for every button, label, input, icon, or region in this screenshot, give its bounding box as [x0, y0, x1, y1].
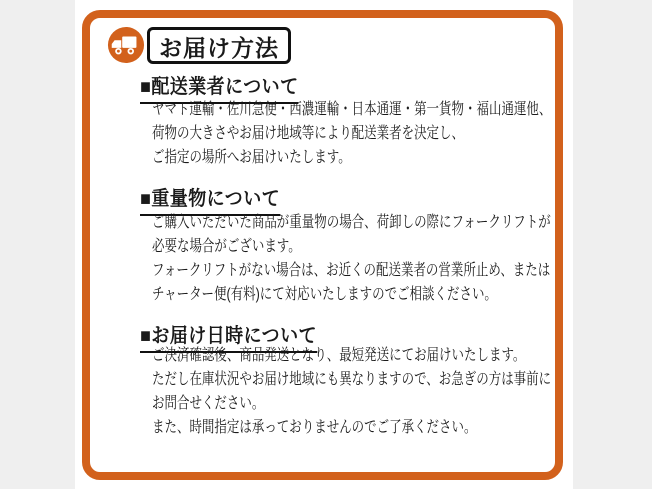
section-body-delivery-date — [152, 345, 652, 441]
panel-title: お届け方法 — [147, 27, 291, 64]
section-body-heavy-items — [152, 212, 652, 308]
section-body-carriers — [152, 99, 652, 171]
body-line: また、時間指定は承っておりませんのでご了承ください。 — [152, 419, 477, 436]
body-line: お問合せください。 — [152, 395, 265, 412]
body-line: フォークリフトがない場合は、お近くの配送業者の営業所止め、または — [152, 262, 551, 279]
body-line: チャーター便(有料)にて対応いたしますのでご相談ください。 — [152, 286, 497, 303]
body-line: ご決済確認後、商品発送となり、最短発送にてお届けいたします。 — [152, 347, 526, 364]
body-line: ご指定の場所へお届けいたします。 — [152, 149, 351, 166]
body-line: ただし在庫状況やお届け地域にも異なりますので、お急ぎの方は事前に — [152, 371, 552, 388]
body-line: ご購入いただいた商品が重量物の場合、荷卸しの際にフォークリフトが — [152, 214, 551, 231]
body-line: 荷物の大きさやお届け地域等により配送業者を決定し、 — [152, 125, 465, 142]
truck-icon — [107, 26, 145, 64]
section-heading-delivery-date: ■お届け日時について — [140, 319, 317, 353]
section-heading-heavy-items: ■重量物について — [140, 182, 280, 216]
body-line: 必要な場合がございます。 — [152, 238, 301, 255]
body-line: ヤマト運輸・佐川急便・西濃運輸・日本通運・第一貨物・福山通運他、 — [152, 101, 552, 118]
delivery-method-panel — [82, 10, 563, 480]
section-heading-carriers: ■配送業者について — [140, 70, 299, 104]
